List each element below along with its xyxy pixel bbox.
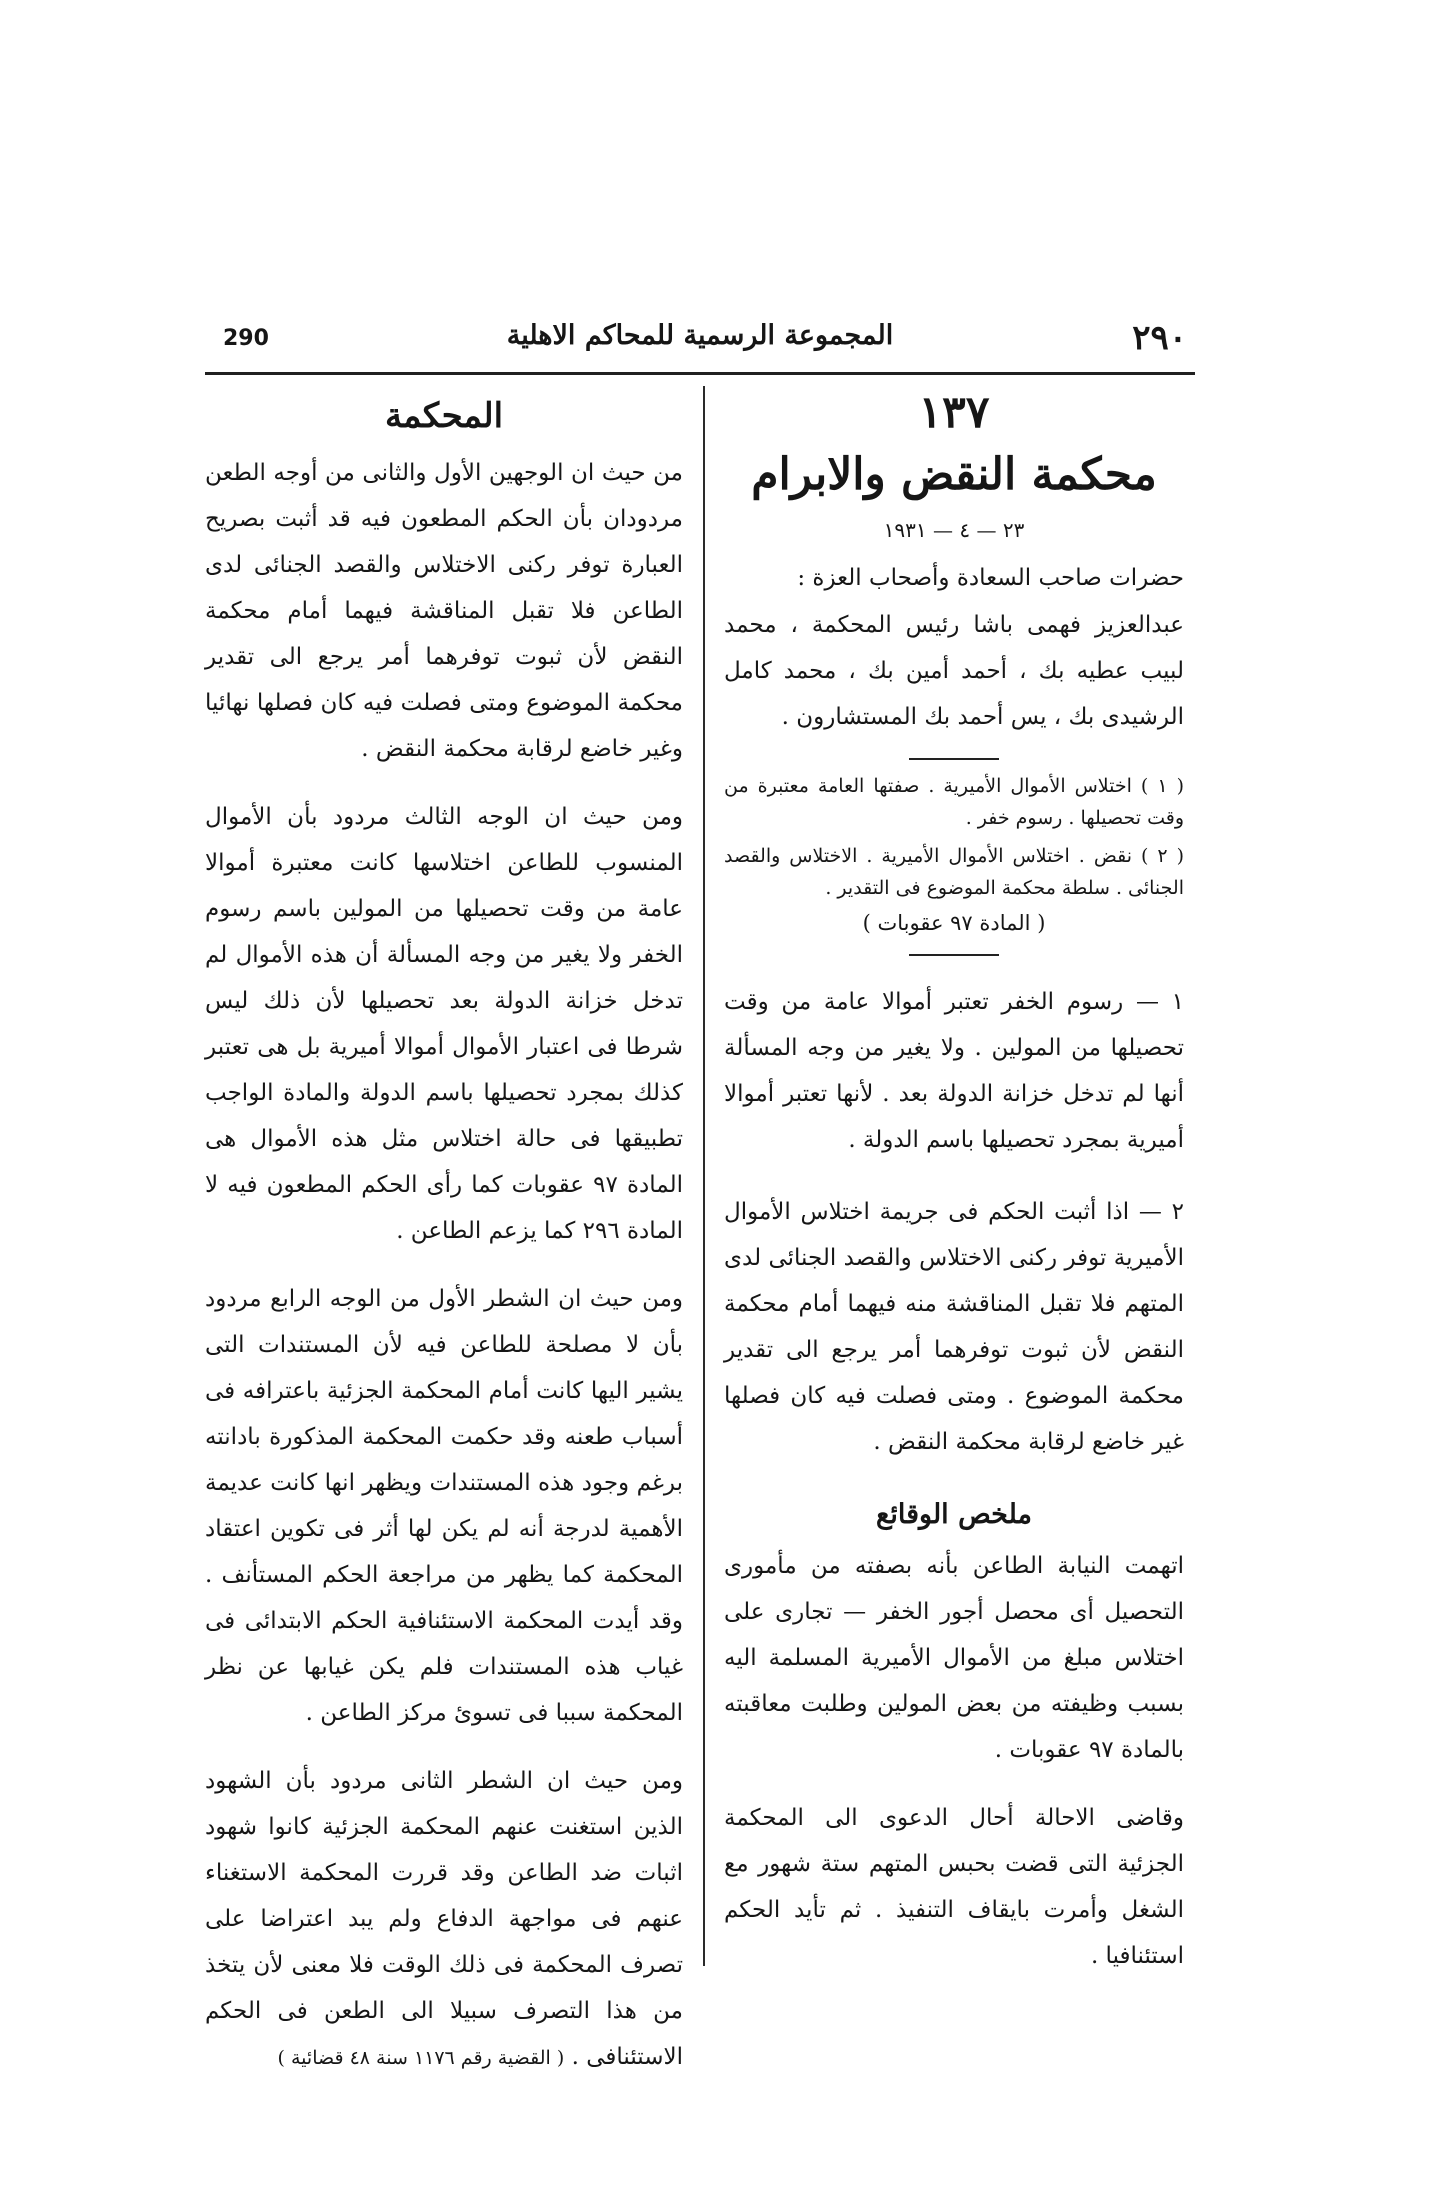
judges-list: عبدالعزيز فهمى باشا رئيس المحكمة ، محمد لبيب عطيه بك ، أحمد أمين بك ، محمد كامل الرشيدى بك ، يس أحمد بك المستشارون . <box>724 612 1184 730</box>
column-divider <box>703 386 705 1966</box>
court-heading: المحكمة <box>384 396 504 436</box>
court-paragraph: من حيث ان الوجهين الأول والثانى من أوجه الطعن مردودان بأن الحكم المطعون فيه قد أثبت بصريح العبارة توفر ركنى الاختلاس والقصد الجنائى لدى الطاعن فلا تقبل المناقشة فيهما أمام محكمة النقض لأن ثبوت توفرهما أمر يرجع الى تقدير محكمة الموضوع ومتى فصلت فيه كان فصلها نهائيا وغير خاضع لرقابة محكمة النقض . <box>205 460 683 762</box>
right-column <box>724 384 1184 2001</box>
court-paragraph-text: ومن حيث ان الشطر الثانى مردود بأن الشهود الذين استغنت عنهم المحكمة الجزئية كانوا شهود اثبات ضد الطاعن وقد قررت المحكمة الاستغناء عنهم فى مواجهة الدفاع ولم يبد اعتراضا على تصرف المحكمة فى ذلك الوقت فلا معنى لأن يتخذ من هذا التصرف سبيلا الى الطعن فى الحكم الاستئنافى . <box>205 1768 683 2070</box>
left-column <box>205 388 683 2103</box>
header-rule <box>205 372 1195 375</box>
article-reference: ( المادة ٩٧ عقوبات ) <box>862 911 1046 935</box>
journal-title: المجموعة الرسمية للمحاكم الاهلية <box>506 320 894 351</box>
judges-intro: حضرات صاحب السعادة وأصحاب العزة : <box>797 565 1184 591</box>
principle-paragraph: ٢ — اذا أثبت الحكم فى جريمة اختلاس الأموال الأميرية توفر ركنى الاختلاس والقصد الجنائى لدى المتهم فلا تقبل المناقشة منه فيهما أمام محكمة النقض لأن ثبوت توفرهما أمر يرجع الى تقدير محكمة الموضوع . ومتى فصلت فيه كان فصلها غير خاضع لرقابة محكمة النقض . <box>724 1199 1184 1455</box>
keyword-item: ( ٢ ) نقض . اختلاس الأموال الأميرية . الاختلاس والقصد الجنائى . سلطة محكمة الموضوع فى التقدير . <box>724 845 1185 899</box>
case-citation: ( القضية رقم ١١٧٦ سنة ٤٨ قضائية ) <box>277 2047 565 2069</box>
court-name: محكمة النقض والابرام <box>751 449 1157 500</box>
court-paragraph <box>205 1758 683 2081</box>
facts-paragraph: وقاضى الاحالة أحال الدعوى الى المحكمة الجزئية التى قضت بحبس المتهم ستة شهور مع الشغل وأمرت بايقاف التنفيذ . ثم تأيد الحكم استئنافيا . <box>724 1805 1184 1969</box>
section-rule <box>909 954 999 956</box>
principle-paragraph: ١ — رسوم الخفر تعتبر أموالا عامة من وقت تحصيلها من المولين . ولا يغير من وجه المسألة أنها لم تدخل خزانة الدولة بعد . لأنها تعتبر أموالا أميرية بمجرد تحصيلها باسم الدولة . <box>724 989 1184 1153</box>
page-number-arabic: ٢٩٠ <box>1132 318 1187 358</box>
case-number: ١٣٧ <box>918 387 990 438</box>
case-date: ٢٣ — ٤ — ١٩٣١ <box>883 518 1025 542</box>
facts-heading: ملخص الوقائع <box>875 1499 1032 1530</box>
keyword-item: ( ١ ) اختلاس الأموال الأميرية . صفتها العامة معتبرة من وقت تحصيلها . رسوم خفر . <box>724 775 1185 829</box>
court-paragraph: ومن حيث ان الشطر الأول من الوجه الرابع مردود بأن لا مصلحة للطاعن فيه لأن المستندات التى يشير اليها كانت أمام المحكمة الجزئية باعترافه فى أسباب طعنه وقد حكمت المحكمة المذكورة بادانته برغم وجود هذه المستندات ويظهر انها كانت عديمة الأهمية لدرجة أنه لم يكن لها أثر فى تكوين اعتقاد المحكمة كما يظهر من مراجعة الحكم المستأنف . وقد أيدت المحكمة الاستئنافية الحكم الابتدائى فى غياب هذه المستندات فلم يكن غيابها عن نظر المحكمة سببا فى تسوئ مركز الطاعن . <box>205 1286 683 1726</box>
section-rule <box>909 758 999 760</box>
page-number-latin: 290 <box>223 326 269 351</box>
facts-paragraph: اتهمت النيابة الطاعن بأنه بصفته من مأمورى التحصيل أى محصل أجور الخفر — تجارى على اختلاس مبلغ من الأموال الأميرية المسلمة اليه بسبب وظيفته من بعض المولين وطلبت معاقبته بالمادة ٩٧ عقوبات . <box>724 1553 1184 1763</box>
court-paragraph: ومن حيث ان الوجه الثالث مردود بأن الأموال المنسوب للطاعن اختلاسها كانت معتبرة أموالا عامة من وقت تحصيلها من المولين باسم رسوم الخفر ولا يغير من وجه المسألة أن هذه الأموال لم تدخل خزانة الدولة بعد تحصيلها لأن ذلك ليس شرطا فى اعتبار الأموال أموالا أميرية بل هى تعتبر كذلك بمجرد تحصيلها باسم الدولة والمادة الواجب تطبيقها فى حالة اختلاس مثل هذه الأموال هى المادة ٩٧ عقوبات كما رأى الحكم المطعون فيه لا المادة ٢٩٦ كما يزعم الطاعن . <box>205 804 683 1244</box>
running-header <box>205 318 1195 372</box>
